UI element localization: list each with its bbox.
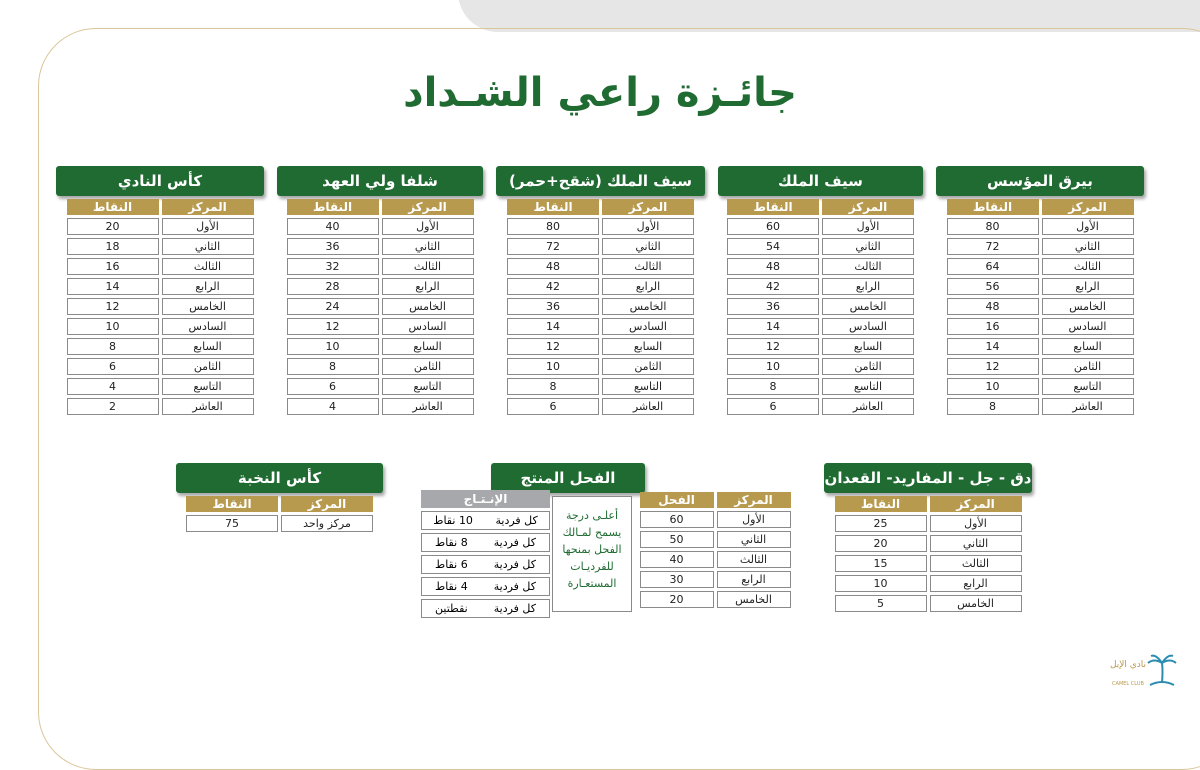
rank-cell: الثالث <box>1042 258 1134 275</box>
rank-cell: الثاني <box>717 531 791 548</box>
table-row <box>67 258 254 275</box>
rank-cell: العاشر <box>382 398 474 415</box>
rank-cell: العاشر <box>162 398 254 415</box>
stallion-block-title-wrap <box>491 463 645 493</box>
points-cell: 42 <box>727 278 819 295</box>
points-cell: 16 <box>947 318 1039 335</box>
points-cell: 6 <box>287 378 379 395</box>
table-row <box>947 278 1134 295</box>
stallion-header: الفحل <box>640 492 714 508</box>
rank-cell: السادس <box>822 318 914 335</box>
table-row <box>947 218 1134 235</box>
ranking-table <box>724 196 917 418</box>
production-rows <box>421 511 550 618</box>
rank-cell: العاشر <box>1042 398 1134 415</box>
rank-cell: الرابع <box>602 278 694 295</box>
logo-text: نادي الإبل <box>1109 660 1147 670</box>
points-cell: 14 <box>727 318 819 335</box>
points-cell: 40 <box>640 551 714 568</box>
table-row <box>287 238 474 255</box>
rank-cell: الأول <box>822 218 914 235</box>
points-cell: 4 <box>287 398 379 415</box>
points-cell: 48 <box>727 258 819 275</box>
table-crown-prince <box>277 166 483 418</box>
points-cell: 72 <box>947 238 1039 255</box>
table-elite <box>176 463 383 535</box>
points-cell: 20 <box>67 218 159 235</box>
table-row <box>507 378 694 395</box>
points-cell: 8 <box>507 378 599 395</box>
points-cell: 36 <box>507 298 599 315</box>
table-title: كأس النادي <box>56 166 264 196</box>
points-cell: 10 <box>287 338 379 355</box>
points-cell: 14 <box>947 338 1039 355</box>
production-label: كل فردية <box>495 514 538 527</box>
rank-cell: الثامن <box>1042 358 1134 375</box>
rank-cell: الثامن <box>162 358 254 375</box>
table-row <box>947 358 1134 375</box>
points-cell: 75 <box>186 515 278 532</box>
points-cell: 10 <box>727 358 819 375</box>
table-row <box>835 575 1022 592</box>
table-header-row <box>640 492 791 508</box>
table-row <box>186 515 373 532</box>
points-cell: 6 <box>727 398 819 415</box>
ranking-table <box>504 196 697 418</box>
rank-header: المركز <box>162 199 254 215</box>
points-cell: 36 <box>727 298 819 315</box>
production-row <box>421 511 550 530</box>
points-cell: 6 <box>67 358 159 375</box>
rank-cell: السابع <box>382 338 474 355</box>
ranking-table <box>64 196 257 418</box>
production-row <box>421 555 550 574</box>
rank-cell: الخامس <box>717 591 791 608</box>
rank-cell: الثالث <box>930 555 1022 572</box>
table-king-mixed <box>496 166 705 418</box>
rank-cell: مركز واحد <box>281 515 373 532</box>
points-header: النقاط <box>67 199 159 215</box>
table-row <box>727 338 914 355</box>
rank-cell: التاسع <box>1042 378 1134 395</box>
table-club-cup <box>56 166 264 418</box>
rank-cell: الثاني <box>930 535 1022 552</box>
points-header: النقاط <box>186 496 278 512</box>
rank-cell: الثالث <box>602 258 694 275</box>
rank-cell: الرابع <box>822 278 914 295</box>
table-row <box>640 551 791 568</box>
rank-cell: الثاني <box>602 238 694 255</box>
table-row <box>727 218 914 235</box>
table-row <box>947 298 1134 315</box>
table-header-row <box>507 199 694 215</box>
points-cell: 30 <box>640 571 714 588</box>
rank-cell: السابع <box>162 338 254 355</box>
table-row <box>287 298 474 315</box>
points-cell: 60 <box>640 511 714 528</box>
points-cell: 54 <box>727 238 819 255</box>
note-line: يسمح لمـالك <box>562 526 622 539</box>
points-cell: 10 <box>947 378 1039 395</box>
points-header: النقاط <box>287 199 379 215</box>
points-header: النقاط <box>727 199 819 215</box>
stallion-table <box>637 489 794 611</box>
points-cell: 28 <box>287 278 379 295</box>
table-row <box>947 398 1134 415</box>
points-cell: 15 <box>835 555 927 572</box>
table-row <box>507 278 694 295</box>
points-cell: 8 <box>67 338 159 355</box>
points-cell: 48 <box>507 258 599 275</box>
production-label: كل فردية <box>493 558 536 571</box>
table-row <box>640 531 791 548</box>
points-cell: 12 <box>507 338 599 355</box>
table-row <box>947 318 1134 335</box>
points-cell: 10 <box>67 318 159 335</box>
table-row <box>287 378 474 395</box>
rank-cell: الرابع <box>162 278 254 295</box>
production-row <box>421 599 550 618</box>
table-row <box>640 571 791 588</box>
points-cell: 25 <box>835 515 927 532</box>
rank-cell: الرابع <box>1042 278 1134 295</box>
palm-icon <box>1148 656 1176 685</box>
table-header-row <box>727 199 914 215</box>
points-cell: 40 <box>287 218 379 235</box>
rank-cell: الخامس <box>822 298 914 315</box>
rank-cell: التاسع <box>162 378 254 395</box>
points-cell: 16 <box>67 258 159 275</box>
table-row <box>67 218 254 235</box>
rank-cell: الأول <box>162 218 254 235</box>
points-cell: 12 <box>727 338 819 355</box>
points-cell: 8 <box>287 358 379 375</box>
rank-cell: السادس <box>1042 318 1134 335</box>
rank-cell: السابع <box>822 338 914 355</box>
table-header-row <box>835 496 1022 512</box>
points-cell: 18 <box>67 238 159 255</box>
rank-cell: العاشر <box>822 398 914 415</box>
rank-header: المركز <box>1042 199 1134 215</box>
points-cell: 8 <box>947 398 1039 415</box>
rank-header: المركز <box>930 496 1022 512</box>
points-cell: 12 <box>947 358 1039 375</box>
rank-cell: السابع <box>602 338 694 355</box>
points-cell: 42 <box>507 278 599 295</box>
production-value: نقطتين <box>435 602 468 615</box>
table-daq <box>824 463 1032 615</box>
rank-cell: السابع <box>1042 338 1134 355</box>
table-row <box>640 511 791 528</box>
rank-header: المركز <box>602 199 694 215</box>
production-label: كل فردية <box>493 602 536 615</box>
ranking-table <box>944 196 1137 418</box>
table-row <box>947 338 1134 355</box>
points-cell: 2 <box>67 398 159 415</box>
points-header: النقاط <box>835 496 927 512</box>
points-cell: 24 <box>287 298 379 315</box>
table-row <box>835 515 1022 532</box>
rank-cell: الخامس <box>602 298 694 315</box>
table-row <box>507 258 694 275</box>
rank-cell: الثاني <box>822 238 914 255</box>
table-row <box>67 358 254 375</box>
points-cell: 32 <box>287 258 379 275</box>
table-header-row <box>67 199 254 215</box>
rank-cell: السادس <box>382 318 474 335</box>
table-row <box>727 298 914 315</box>
rank-cell: الرابع <box>717 571 791 588</box>
table-row <box>835 535 1022 552</box>
table-title: دق - جل - المفاريد- القعدان <box>824 463 1032 493</box>
rank-header: المركز <box>717 492 791 508</box>
logo-subtext: CAMEL CLUB <box>1112 681 1144 687</box>
table-row <box>507 298 694 315</box>
rank-header: المركز <box>822 199 914 215</box>
table-title: بيرق المؤسس <box>936 166 1144 196</box>
points-cell: 12 <box>287 318 379 335</box>
rank-cell: الثاني <box>162 238 254 255</box>
points-cell: 80 <box>507 218 599 235</box>
table-row <box>507 318 694 335</box>
rank-cell: الأول <box>930 515 1022 532</box>
production-value: 8 نقاط <box>435 536 468 549</box>
points-cell: 60 <box>727 218 819 235</box>
table-king <box>718 166 923 418</box>
production-row <box>421 577 550 596</box>
rank-cell: الرابع <box>382 278 474 295</box>
ranking-table <box>284 196 477 418</box>
table-header-row <box>947 199 1134 215</box>
points-cell: 10 <box>507 358 599 375</box>
table-row <box>727 398 914 415</box>
table-title: شلفا ولي العهد <box>277 166 483 196</box>
table-row <box>727 258 914 275</box>
production-header: الإنـتـاج <box>421 490 550 508</box>
table-row <box>947 258 1134 275</box>
table-header-row <box>186 496 373 512</box>
table-row <box>835 555 1022 572</box>
rank-cell: الثالث <box>717 551 791 568</box>
table-row <box>727 358 914 375</box>
points-cell: 10 <box>835 575 927 592</box>
table-row <box>640 591 791 608</box>
table-header-row <box>287 199 474 215</box>
points-cell: 64 <box>947 258 1039 275</box>
points-cell: 5 <box>835 595 927 612</box>
rank-cell: الثامن <box>382 358 474 375</box>
note-line: المستعـارة <box>567 577 617 590</box>
note-line: الفحل بمنحها <box>562 543 622 556</box>
points-cell: 6 <box>507 398 599 415</box>
page-title: جائـزة راعي الشـداد <box>403 70 797 116</box>
points-cell: 36 <box>287 238 379 255</box>
production-label: كل فردية <box>493 580 536 593</box>
production-value: 10 نقاط <box>433 514 473 527</box>
rank-cell: الخامس <box>930 595 1022 612</box>
points-cell: 4 <box>67 378 159 395</box>
table-title: سيف الملك (شقح+حمر) <box>496 166 705 196</box>
table-row <box>67 238 254 255</box>
production-row <box>421 533 550 552</box>
production-table <box>421 490 550 618</box>
table-row <box>287 258 474 275</box>
table-row <box>727 238 914 255</box>
table-title: سيف الملك <box>718 166 923 196</box>
rank-cell: الأول <box>1042 218 1134 235</box>
ranking-table <box>832 493 1025 615</box>
points-header: النقاط <box>507 199 599 215</box>
table-row <box>507 238 694 255</box>
table-row <box>507 358 694 375</box>
points-header: النقاط <box>947 199 1039 215</box>
points-cell: 56 <box>947 278 1039 295</box>
rank-cell: الثاني <box>1042 238 1134 255</box>
table-row <box>67 378 254 395</box>
rank-cell: الثالث <box>162 258 254 275</box>
rank-header: المركز <box>382 199 474 215</box>
points-cell: 50 <box>640 531 714 548</box>
stallion-note <box>552 496 632 612</box>
ranking-table <box>183 493 376 535</box>
rank-cell: الثالث <box>822 258 914 275</box>
points-cell: 20 <box>640 591 714 608</box>
table-title: كأس النخبة <box>176 463 383 493</box>
rank-cell: الأول <box>382 218 474 235</box>
rank-cell: الرابع <box>930 575 1022 592</box>
table-row <box>67 278 254 295</box>
production-label: كل فردية <box>493 536 536 549</box>
table-row <box>67 398 254 415</box>
rank-cell: السادس <box>602 318 694 335</box>
table-row <box>287 338 474 355</box>
table-row <box>287 278 474 295</box>
note-line: أعلـى درجة <box>565 509 619 522</box>
table-row <box>287 318 474 335</box>
note-line: للفرديـات <box>570 560 614 573</box>
table-row <box>67 298 254 315</box>
points-cell: 14 <box>507 318 599 335</box>
rank-cell: الخامس <box>1042 298 1134 315</box>
rank-cell: الثامن <box>822 358 914 375</box>
rank-cell: الخامس <box>382 298 474 315</box>
table-row <box>947 238 1134 255</box>
table-row <box>287 218 474 235</box>
table-row <box>835 595 1022 612</box>
rank-cell: العاشر <box>602 398 694 415</box>
rank-cell: السادس <box>162 318 254 335</box>
table-row <box>67 338 254 355</box>
rank-cell: الأول <box>717 511 791 528</box>
points-cell: 20 <box>835 535 927 552</box>
rank-header: المركز <box>281 496 373 512</box>
table-row <box>947 378 1134 395</box>
camel-club-logo <box>1102 649 1182 693</box>
table-title: الفحل المنتج <box>491 463 645 493</box>
rank-cell: الثامن <box>602 358 694 375</box>
rank-cell: التاسع <box>822 378 914 395</box>
points-cell: 72 <box>507 238 599 255</box>
table-row <box>727 318 914 335</box>
table-row <box>67 318 254 335</box>
table-row <box>507 398 694 415</box>
table-row <box>287 398 474 415</box>
points-cell: 8 <box>727 378 819 395</box>
production-value: 4 نقاط <box>435 580 468 593</box>
table-founder <box>936 166 1144 418</box>
points-cell: 12 <box>67 298 159 315</box>
table-row <box>507 338 694 355</box>
rank-cell: التاسع <box>602 378 694 395</box>
rank-cell: الأول <box>602 218 694 235</box>
rank-cell: الخامس <box>162 298 254 315</box>
points-cell: 14 <box>67 278 159 295</box>
table-row <box>727 278 914 295</box>
rank-cell: الثالث <box>382 258 474 275</box>
table-row <box>287 358 474 375</box>
rank-cell: الثاني <box>382 238 474 255</box>
production-value: 6 نقاط <box>435 558 468 571</box>
points-cell: 48 <box>947 298 1039 315</box>
stallion-table-wrap <box>636 489 794 611</box>
points-cell: 80 <box>947 218 1039 235</box>
rank-cell: التاسع <box>382 378 474 395</box>
table-row <box>727 378 914 395</box>
table-row <box>507 218 694 235</box>
